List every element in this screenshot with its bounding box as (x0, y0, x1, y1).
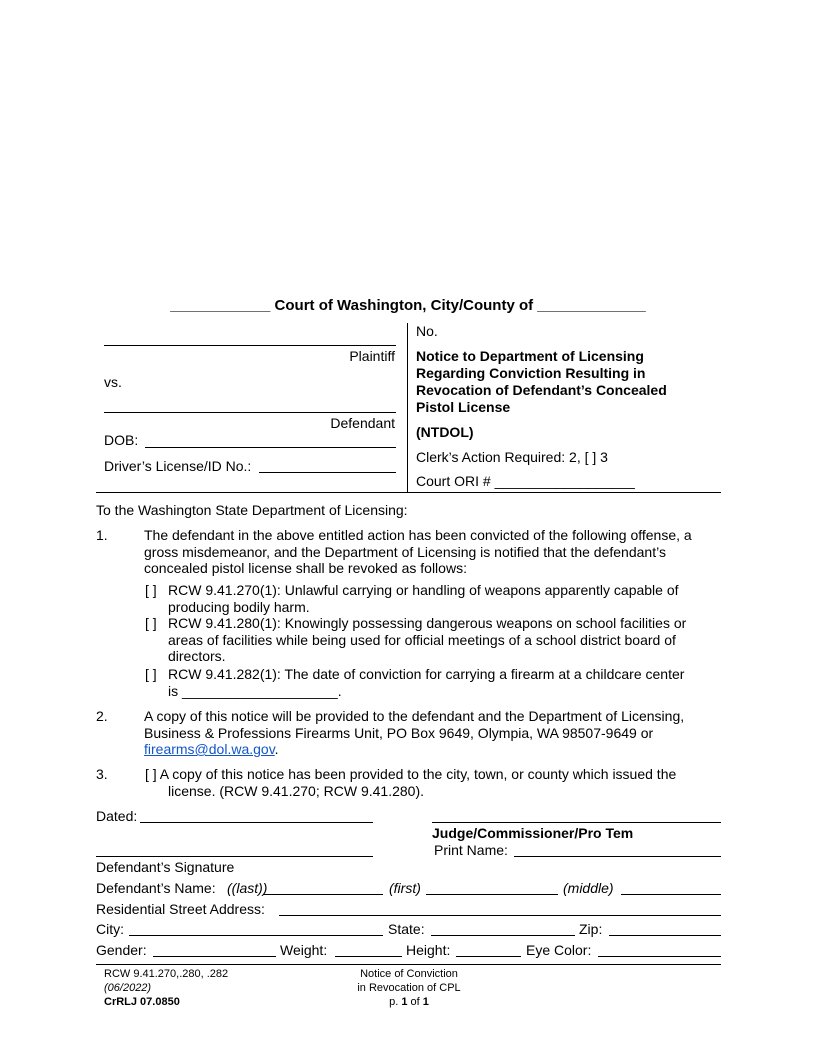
plaintiff-line (104, 345, 396, 346)
item-2-line-1: A copy of this notice will be provided to the defendant and the Department of Licensing, (144, 708, 685, 724)
gender-label: Gender: (96, 942, 147, 958)
defendant-signature-line[interactable] (96, 856, 373, 857)
height-line[interactable] (456, 956, 521, 957)
state-line[interactable] (431, 935, 575, 936)
court-ori: Court ORI # __________________ (416, 473, 635, 489)
option-1-line-1: RCW 9.41.270(1): Unlawful carrying or handling of weapons apparently capable of (168, 582, 679, 598)
item-2-line-2: Business & Professions Firearms Unit, PO Box 9649, Olympia, WA 98507-9649 or (144, 724, 654, 741)
footer-date: (06/2022) (104, 982, 152, 994)
item-1-line-3: concealed pistol license shall be revoked as follows: (144, 560, 467, 576)
item-1-line-2: gross misdemeanor, and the Department of Licensing is notified that the defendant’s (144, 543, 666, 560)
option-3-checkbox[interactable]: [ ] (145, 666, 157, 682)
doc-title-line-3: Revocation of Defendant’s Concealed (416, 382, 667, 398)
judge-label: Judge/Commissioner/Pro Tem (432, 825, 634, 841)
caption-divider (407, 323, 408, 493)
dated-label: Dated: (96, 808, 138, 824)
print-name-line[interactable] (514, 856, 721, 857)
footer-title-2: in Revocation of CPL (357, 982, 461, 994)
gender-line[interactable] (153, 956, 276, 957)
footer-rule (96, 964, 721, 965)
doc-title-line-4: Pistol License (416, 399, 511, 415)
case-no-label: No. (416, 323, 438, 339)
eye-color-label: Eye Color: (526, 942, 592, 958)
plaintiff-label: Plaintiff (349, 348, 395, 364)
item-3-number: 3. (96, 766, 108, 782)
option-2-checkbox[interactable]: [ ] (145, 615, 157, 631)
page-of: of (407, 996, 423, 1008)
item-2-number: 2. (96, 708, 108, 724)
height-label: Height: (406, 942, 451, 958)
license-label: Driver’s License/ID No.: (104, 458, 252, 474)
option-3-line-1: RCW 9.41.282(1): The date of conviction for carrying a firearm at a childcare center (168, 666, 685, 682)
item-3-line-2: license. (RCW 9.41.270; RCW 9.41.280). (168, 782, 424, 799)
city-label: City: (96, 921, 124, 937)
middle-name-line[interactable] (621, 894, 721, 895)
city-line[interactable] (129, 935, 383, 936)
last-name-label: ((last)) (227, 880, 268, 896)
weight-line[interactable] (335, 956, 402, 957)
option-2-line-1: RCW 9.41.280(1): Knowingly possessing dangerous weapons on school facilities or (168, 615, 687, 631)
option-1-line-2: producing bodily harm. (168, 598, 310, 615)
item-2-line-3 (144, 741, 684, 758)
license-line (259, 472, 396, 473)
defendant-label: Defendant (330, 415, 395, 431)
option-2-text (168, 615, 686, 665)
defendant-signature-label: Defendant’s Signature (96, 859, 235, 875)
eye-color-line[interactable] (598, 956, 721, 957)
email-link[interactable]: firearms@dol.wa.gov (144, 741, 275, 757)
doc-title-line-1: Notice to Department of Licensing (416, 348, 644, 364)
court-title: ____________ Court of Washington, City/County of _____________ (170, 297, 646, 314)
addressee: To the Washington State Department of Licensing: (96, 502, 408, 518)
address-line[interactable] (279, 915, 721, 916)
state-label: State: (388, 921, 425, 937)
middle-name-label: (middle) (563, 880, 614, 896)
caption-bottom-rule (96, 492, 721, 493)
dob-line (145, 447, 396, 448)
defendant-line (104, 412, 396, 413)
vs-label: vs. (104, 374, 122, 390)
page-total: 1 (422, 996, 429, 1008)
first-name-line[interactable] (426, 894, 558, 895)
address-label: Residential Street Address: (96, 901, 265, 917)
email-period: . (274, 741, 279, 757)
first-name-label: (first) (389, 880, 421, 896)
footer-title-1: Notice of Conviction (360, 968, 458, 980)
item-1-text (144, 527, 692, 577)
footer-form-number: CrRLJ 07.0850 (104, 996, 180, 1008)
zip-line[interactable] (609, 935, 721, 936)
item-3-text (145, 766, 676, 799)
page-number: 1 (401, 996, 408, 1008)
judge-signature-line[interactable] (432, 822, 721, 823)
option-1-text (168, 582, 679, 615)
item-1-number: 1. (96, 527, 108, 543)
dated-line[interactable] (140, 822, 373, 823)
footer-rcw: RCW 9.41.270,.280, .282 (104, 968, 229, 980)
doc-code: (NTDOL) (416, 424, 474, 440)
footer-page (309, 996, 509, 1008)
defendant-name-label: Defendant’s Name: (96, 880, 216, 896)
option-3-text (168, 666, 684, 699)
dob-label: DOB: (104, 432, 139, 448)
last-name-line[interactable] (263, 894, 383, 895)
print-name-label: Print Name: (434, 842, 508, 858)
zip-label: Zip: (579, 921, 603, 937)
item-2-text (144, 708, 684, 758)
option-3-line-2: is ____________________. (168, 682, 342, 699)
item-1-line-1: The defendant in the above entitled action has been convicted of the following offense, a (144, 527, 692, 543)
last-name-text: (last) (231, 880, 263, 896)
option-2-line-3: directors. (168, 648, 226, 664)
option-2-line-2: areas of facilities while being used for official meetings of a school district board of (168, 631, 676, 648)
weight-label: Weight: (280, 942, 328, 958)
item-3-line-1: [ ] A copy of this notice has been provided to the city, town, or county which issued the (145, 766, 677, 782)
clerk-action: Clerk’s Action Required: 2, [ ] 3 (416, 449, 608, 465)
page-prefix: p. (389, 996, 402, 1008)
option-1-checkbox[interactable]: [ ] (145, 582, 157, 598)
doc-title-line-2: Regarding Conviction Resulting in (416, 365, 646, 381)
